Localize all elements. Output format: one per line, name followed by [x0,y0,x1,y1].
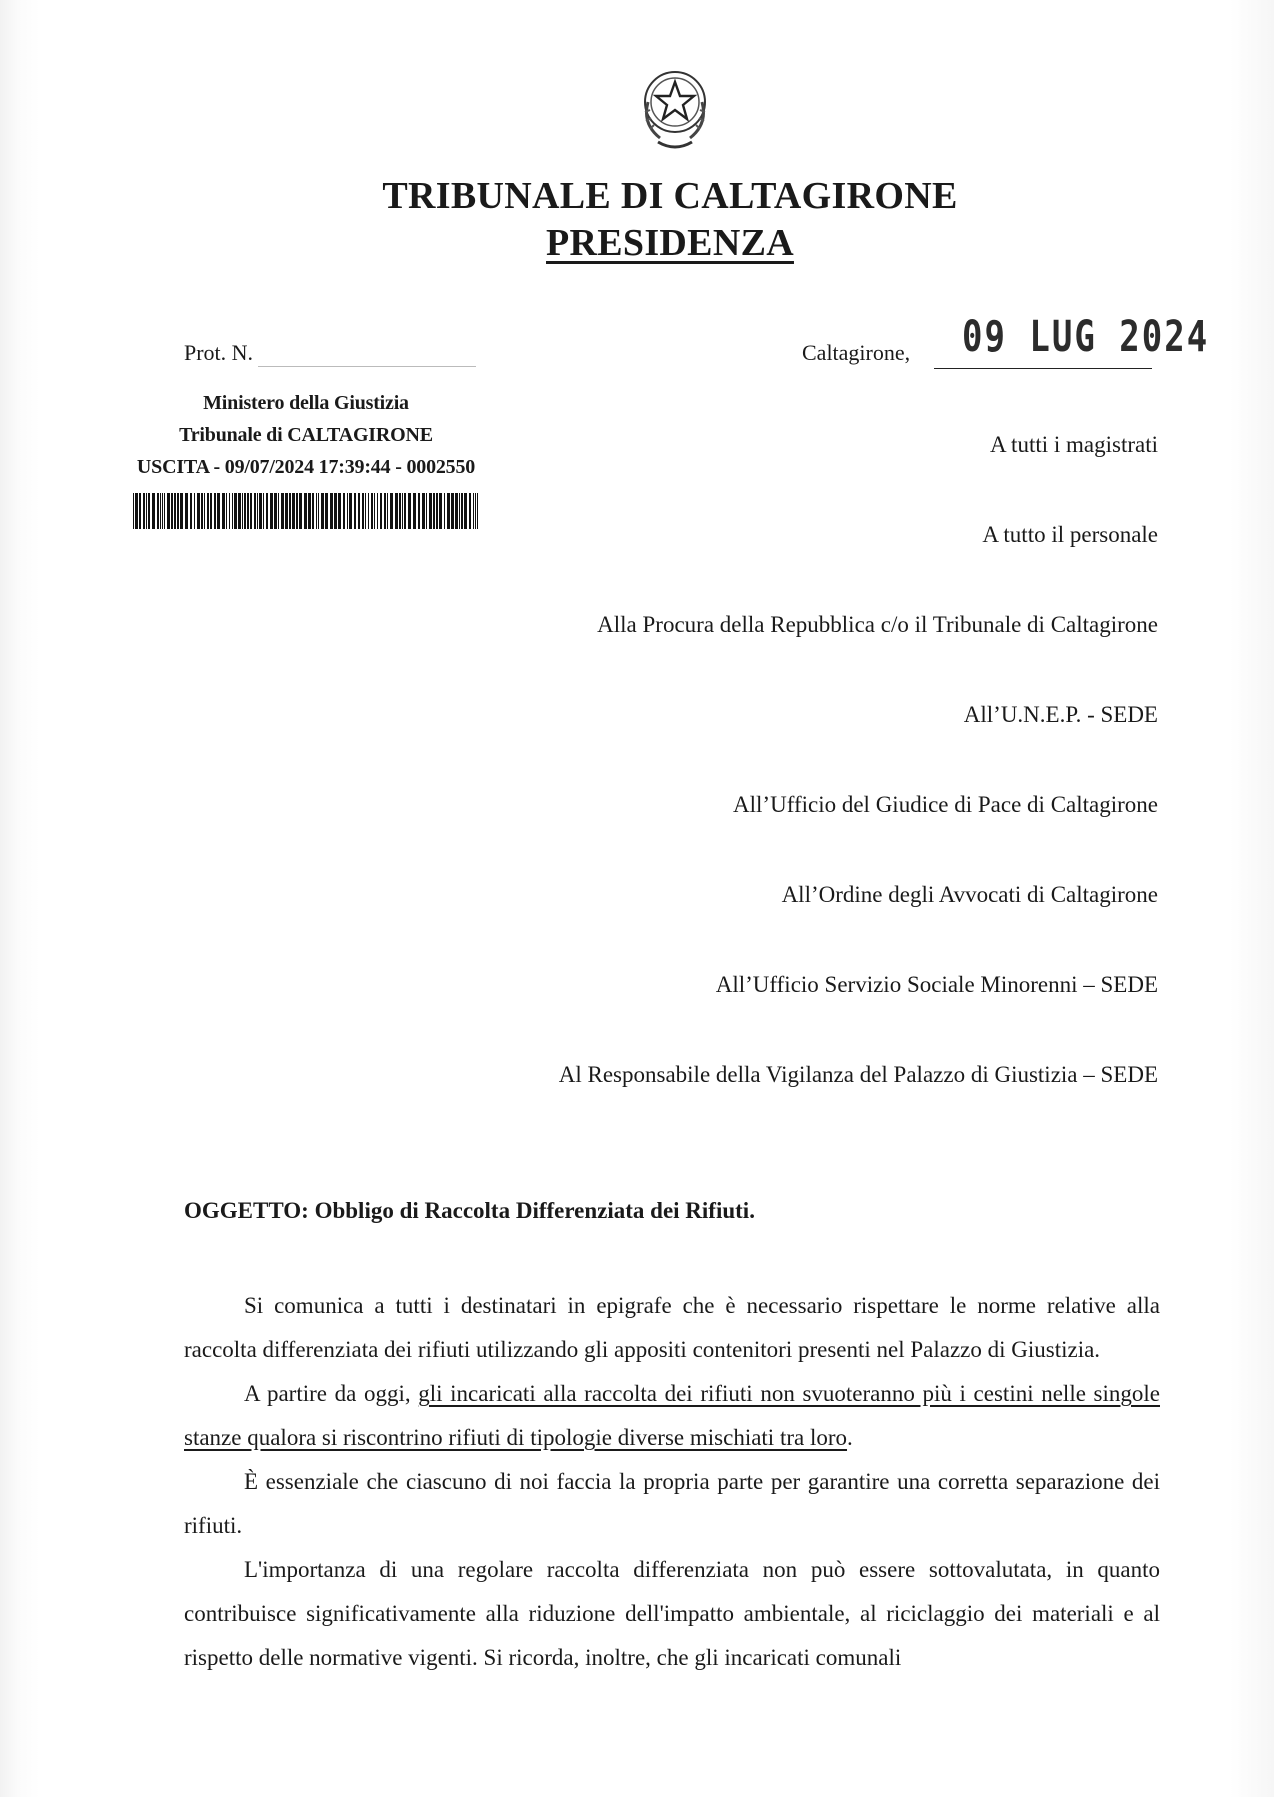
italian-emblem-icon [636,62,714,158]
recipient: A tutto il personale [982,522,1158,547]
underlined-notice: gli incaricati alla raccolta dei rifiuti non svuoteranno più i cestini nelle singole stanze qualora si riscontrino rifiuti di tipologie diverse mischiati tra loro [184,1381,1160,1450]
body-paragraph: Si comunica a tutti i destinatari in epigrafe che è necessario rispettare le norme relative alla raccolta differenziata dei rifiuti utilizzando gli appositi contenitori presenti nel Palazzo di Giustizia. [184,1293,1160,1362]
stamp-ministry: Ministero della Giustizia [203,392,409,414]
letter-body [184,1284,1160,1680]
recipient: All’Ufficio Servizio Sociale Minorenni – SEDE [715,972,1158,997]
date-line [934,368,1152,369]
recipient: All’U.N.E.P. - SEDE [963,702,1158,727]
subject-line: OGGETTO: Obbligo di Raccolta Differenziata dei Rifiuti. [184,1198,755,1223]
court-name: TRIBUNALE DI CALTAGIRONE [382,175,958,217]
recipient: A tutti i magistrati [989,432,1158,457]
recipient: Al Responsabile della Vigilanza del Palazzo di Giustizia – SEDE [558,1062,1158,1087]
recipient: Alla Procura della Repubblica c/o il Tribunale di Caltagirone [597,612,1158,637]
paragraph-tail: . [847,1425,853,1450]
body-paragraph: L'importanza di una regolare raccolta differenziata non può essere sottovalutata, in quanto contribuisce significativamente alla riduzione dell'impatto ambientale, al riciclaggio dei materiali e al rispetto delle normative vigenti. Si ricorda, inoltre, che gli incaricati comunali [184,1557,1160,1670]
barcode-icon [133,493,478,529]
recipient: All’Ordine degli Avvocati di Caltagirone [781,882,1158,907]
body-paragraph: È essenziale che ciascuno di noi faccia la propria parte per garantire una corretta separazione dei rifiuti. [184,1469,1160,1538]
paragraph-lead: A partire da oggi, [244,1381,419,1406]
place-label: Caltagirone, [802,340,911,365]
recipient: All’Ufficio del Giudice di Pace di Caltagirone [733,792,1158,817]
protocol-label: Prot. N. [184,340,254,365]
office-title: PRESIDENZA [546,222,794,264]
stamp-court: Tribunale di CALTAGIRONE [179,424,433,446]
body-paragraph [184,1372,1160,1460]
stamp-registration: USCITA - 09/07/2024 17:39:44 - 0002550 [136,456,476,478]
protocol-line [258,366,476,367]
date-stamp: 09 LUG 2024 [962,312,1210,362]
